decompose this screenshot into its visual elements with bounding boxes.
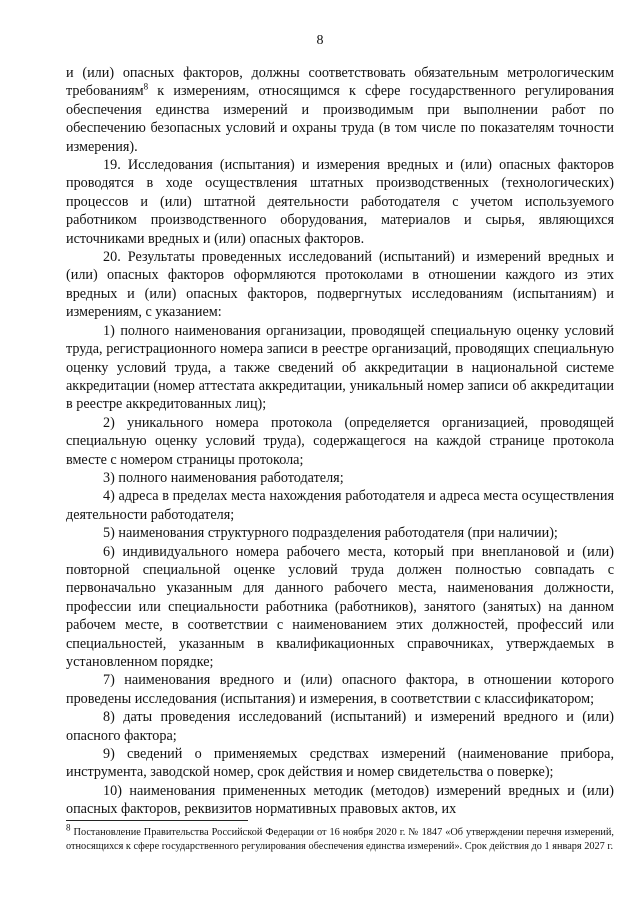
footnote [66,822,614,854]
footnote-marker: 8 [66,822,71,833]
footnote-divider [66,820,248,821]
list-item-6: 6) индивидуального номера рабочего места, который при внеплановой и (или) повторной специальной оценке условий труда должен полностью совпадать с первоначально указанным для данного рабочего места, наименования должности, профессии или специальности работника (работников), занятого (занятых) на данном рабочем месте, в соответствии с наименованием этих должностей, профессий или специальностей, указанным в квалификационных справочниках, утверждаемых в установленном порядке; [66,543,614,670]
footnote-reference[interactable]: 8 [143,81,149,92]
list-item-8: 8) даты проведения исследований (испытаний) и измерений вредного и (или) опасного фактора; [66,709,614,744]
paragraph-continuation [66,64,614,156]
paragraph-20: 20. Результаты проведенных исследований (испытаний) и измерений вредных и (или) опасных факторов оформляются протоколами в отношении каждого из этих вредных и (или) опасных факторов, подвергнутых исследованиям (испытаниям) и измерениям, с указанием: [66,249,614,321]
paragraph-text-tail: к измерениям, относящимся к сфере государственного регулирования обеспечения единства измерений и производимым при выполнении работ по обеспечению безопасных условий и охраны труда (в том числе по показателям точности измерения). [66,83,614,155]
page-number: 8 [316,33,324,48]
paragraph-text: и (или) опасных факторов, должны соответствовать обязательным метрологическим требованиям [66,65,614,100]
list-item-9: 9) сведений о применяемых средствах измерений (наименование прибора, инструмента, заводской номер, срок действия и номер свидетельства о поверке); [66,746,614,781]
document-body [66,64,614,819]
paragraph-19: 19. Исследования (испытания) и измерения вредных и (или) опасных факторов проводятся в ходе осуществления штатных производственных (технологических) процессов и (или) штатной деятельности работодателя с учетом используемого работником производственного оборудования, материалов и сырья, являющихся источниками вредных и (или) опасных факторов. [66,157,614,247]
list-item-2: 2) уникального номера протокола (определяется организацией, проводящей специальную оценку условий труда), содержащегося на каждой странице протокола вместе с номером страницы протокола; [66,414,614,468]
list-item-1: 1) полного наименования организации, проводящей специальную оценку условий труда, регистрационного номера записи в реестре организаций, проводящих специальную оценку условий труда, а также сведений об аккредитации в национальной системе аккредитации (номер аттестата аккредитации, уникальный номер записи об аккредитации в реестре аккредитованных лиц); [66,322,614,413]
list-item-7: 7) наименования вредного и (или) опасного фактора, в отношении которого проведены исследования (испытания) и измерения, в соответствии с классификатором; [66,672,614,707]
list-item-4: 4) адреса в пределах места нахождения работодателя и адреса места осуществления деятельности работодателя; [66,488,614,523]
list-item-5: 5) наименования структурного подразделения работодателя (при наличии); [103,525,558,542]
list-item-10: 10) наименования примененных методик (методов) измерений вредных и (или) опасных факторов, реквизитов нормативных правовых актов, их [66,782,614,818]
list-item-3: 3) полного наименования работодателя; [103,469,344,486]
footnote-text: Постановление Правительства Российской Федерации от 16 ноября 2020 г. № 1847 «Об утверждении перечня измерений, относящихся к сфере государственного регулирования обеспечения единства измерений». Срок действия до 1 января 2027 г. [66,827,614,852]
